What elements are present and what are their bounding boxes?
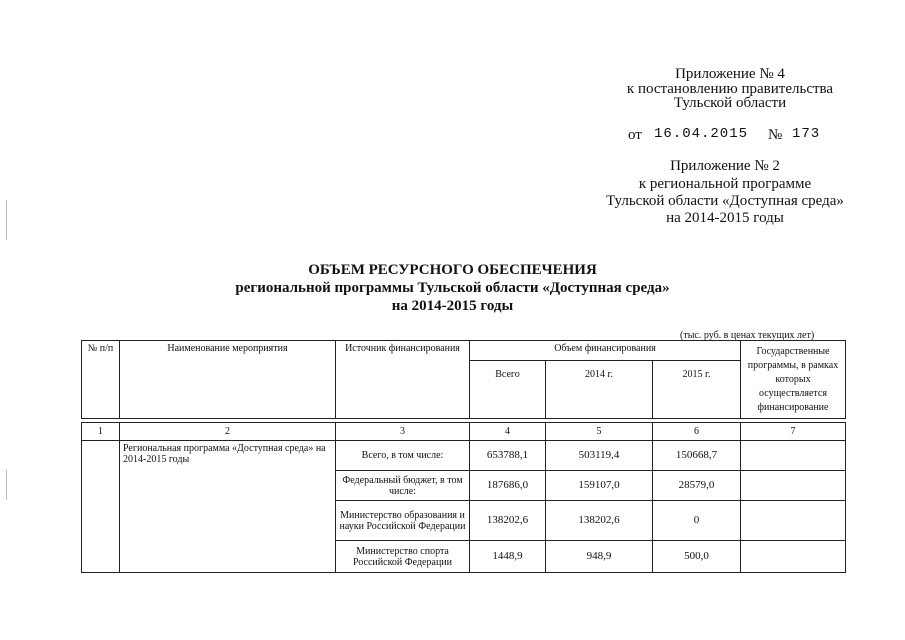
appendix4-region: Тульской области [673,95,787,111]
appendix2-title: Приложение № 2 [670,158,780,174]
table-row [82,441,846,471]
source-cell: Всего, в том числе: [336,441,470,471]
column-number: 2 [120,423,336,441]
header-total: Всего [470,361,546,419]
header-name: Наименование мероприятия [120,341,336,419]
y2015-cell: 150668,7 [653,441,741,471]
programs-cell [741,501,846,541]
program-name-cell: Региональная программа «Доступная среда» на 2014-2015 годы [120,441,336,573]
appendix4-title: Приложение № 4 [675,66,785,82]
appendix2-years: на 2014-2015 годы [666,210,784,226]
y2014-cell: 948,9 [546,541,653,573]
heading-program: региональной программы Тульской области «Доступная среда» [235,280,670,296]
total-cell: 138202,6 [470,501,546,541]
header-volume: Объем финансирования [470,341,741,361]
scan-margin-mark [6,200,7,240]
y2015-cell: 500,0 [653,541,741,573]
header-programs: Государственные программы, в рамках которых осуществляется финансирование [741,341,846,419]
decree-date-label: от [628,127,642,143]
scan-margin-mark [6,470,7,500]
y2014-cell: 503119,4 [546,441,653,471]
column-number: 1 [82,423,120,441]
y2015-cell: 0 [653,501,741,541]
programs-cell [741,441,846,471]
total-cell: 653788,1 [470,441,546,471]
header-num: № п/п [82,341,120,419]
decree-date: 16.04.2015 [654,126,749,142]
column-number: 4 [470,423,546,441]
column-number: 7 [741,423,846,441]
appendix2-subtitle: к региональной программе [638,176,812,192]
column-numbers-row [82,423,846,441]
decree-number-label: № [768,127,783,143]
y2014-cell: 138202,6 [546,501,653,541]
y2015-cell: 28579,0 [653,471,741,501]
source-cell: Министерство спорта Российской Федерации [336,541,470,573]
column-number: 6 [653,423,741,441]
heading-years: на 2014-2015 годы [391,298,514,314]
column-number: 5 [546,423,653,441]
decree-number: 173 [792,126,821,142]
header-source: Источник финансирования [336,341,470,419]
y2014-cell: 159107,0 [546,471,653,501]
source-cell: Федеральный бюджет, в том числе: [336,471,470,501]
units-note: (тыс. руб. в ценах текущих лет) [680,330,815,341]
header-2015: 2015 г. [653,361,741,419]
source-cell: Министерство образования и науки Российской Федерации [336,501,470,541]
appendix4-subtitle: к постановлению правительства [626,81,834,97]
total-cell: 1448,9 [470,541,546,573]
programs-cell [741,541,846,573]
programs-cell [741,471,846,501]
table-header-row [82,341,846,361]
row-num-cell [82,441,120,573]
appendix2-program: Тульской области «Доступная среда» [606,193,844,209]
funding-table [81,340,846,573]
column-number: 3 [336,423,470,441]
total-cell: 187686,0 [470,471,546,501]
heading-title: ОБЪЕМ РЕСУРСНОГО ОБЕСПЕЧЕНИЯ [308,262,597,278]
header-2014: 2014 г. [546,361,653,419]
